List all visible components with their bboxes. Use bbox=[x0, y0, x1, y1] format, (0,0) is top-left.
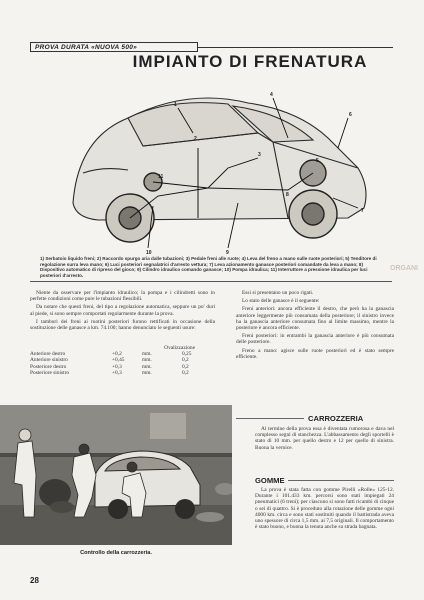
paragraph: Freni posteriori: in entrambi la ganascia anteriore è più consumata delle posteriore. bbox=[236, 333, 394, 346]
row-unit: mm. bbox=[142, 369, 152, 376]
paragraph: I tamburi dei freni ai ruotini posteriori furono rettificati in occasione della sostituzione delle ganasce a km. 74.100; hanno denunciato le seguenti usure: bbox=[30, 318, 215, 332]
row-unit: mm. bbox=[142, 351, 152, 358]
divider bbox=[30, 281, 392, 282]
gomme-text bbox=[255, 487, 394, 530]
row-label: Posteriore destro bbox=[30, 363, 67, 370]
photo-caption: Controllo della carrozzeria. bbox=[80, 550, 152, 556]
wear-table-header: Ovalizzazione bbox=[164, 345, 195, 351]
paragraph: Freno a mano: agisce sulle ruote posteriori ed è stato sempre efficiente. bbox=[236, 347, 394, 360]
svg-text:11: 11 bbox=[158, 174, 164, 180]
row-amount: +0,45 bbox=[112, 357, 125, 364]
row-amount: +0,2 bbox=[112, 351, 122, 358]
section-heading-gomme: GOMME bbox=[255, 476, 285, 485]
bodywork-inspection-photo bbox=[0, 405, 232, 545]
svg-text:8: 8 bbox=[286, 192, 289, 198]
svg-text:3: 3 bbox=[258, 152, 261, 158]
svg-text:10: 10 bbox=[146, 250, 152, 256]
heading-rule bbox=[236, 418, 304, 419]
table-row bbox=[30, 370, 215, 376]
wear-table bbox=[30, 345, 215, 376]
diagram-caption: 1) Serbatoio liquido freni; 2) Raccordo spurgo aria dalle tubazioni; 3) Pedale freni alle ruote; 4) Leva del freno a mano sulle ruote posteriori; 5) Tenditore di regolazione surra leva mano; 6) Luci posteriori segnalatrici d'arresto vettura; 7) Leva azionamento ganasce posteriori comandate da leva a mano; 8) Dispositivo automatico di ripreso del gioco; 9) Cilindro idraulico comando ganasce; 10) Pompa idraulica; 11) Interruttore a pressione idraulica per luci posteriori d'arresto. bbox=[40, 256, 377, 278]
paragraph: La prova è stata fatta con gomme Pirelli «Rolle» 125-12. Durante i 101.433 km. percorsi sono stati impiegati 24 pneumatici (6 treni); per ciascuno si sono fatti ricambi di cinque o sei di quattro. Si è proceduto alla rotazione delle gomme ogni 4000 km. circa e sono stati sostituiti quando il battistrada aveva uno spessore di circa 1,5 mm. ai 7,5 originali. Il comportamento è stato buono, e buona la tenuta anche su strada bagnata. bbox=[255, 487, 394, 531]
row-oval: 0,25 bbox=[182, 351, 192, 358]
car-brake-diagram bbox=[58, 78, 378, 256]
svg-text:7: 7 bbox=[361, 208, 364, 214]
section-tag: PROVA DURATA «NUOVA 500» bbox=[30, 42, 198, 52]
page-title: IMPIANTO DI FRENATURA bbox=[132, 52, 368, 71]
paragraph: Niente da osservare per l'impianto idraulico; la pompa e i cilindretti sono in perfette condizioni come pure le tubazioni flessibili. bbox=[30, 290, 215, 303]
bleed-through-text: ORGANI bbox=[390, 265, 418, 272]
row-label: Posteriore sinistro bbox=[30, 369, 70, 376]
row-label: Anteriore destro bbox=[30, 351, 66, 358]
section-heading-carrozzeria: CARROZZERIA bbox=[308, 414, 364, 423]
row-unit: mm. bbox=[142, 357, 152, 364]
row-unit: mm. bbox=[142, 363, 152, 370]
paragraph: Al termine della prova essa è diventata rumorosa e dava nel complesso segni di stanchezza. L'abbassamento degli sportelli è stato di 10 mm. per quello destro e 12 per quello di sinistra. Buona la vernice. bbox=[255, 426, 394, 451]
right-column bbox=[236, 290, 394, 362]
svg-text:4: 4 bbox=[270, 92, 273, 98]
svg-text:2: 2 bbox=[194, 136, 197, 142]
row-oval: 0,2 bbox=[182, 357, 189, 364]
header-rule bbox=[198, 47, 393, 48]
paragraph: Da notare che questi freni, del tipo a regolazione automatica, seppure un po' duri al piede, si sono sempre comportati regolarmente durante la prova. bbox=[30, 304, 215, 317]
page-number: 28 bbox=[30, 576, 39, 585]
svg-text:6: 6 bbox=[349, 112, 352, 118]
svg-text:1: 1 bbox=[174, 102, 177, 108]
heading-rule bbox=[288, 480, 394, 481]
row-label: Anteriore sinistro bbox=[30, 357, 68, 364]
row-amount: +0,3 bbox=[112, 363, 122, 370]
svg-text:9: 9 bbox=[226, 250, 229, 256]
left-column bbox=[30, 290, 215, 333]
svg-text:5: 5 bbox=[316, 158, 319, 164]
paragraph: Lo stato delle ganasce è il seguente: bbox=[242, 298, 320, 305]
row-oval: 0,2 bbox=[182, 369, 189, 376]
carrozzeria-text bbox=[255, 426, 394, 451]
paragraph: Essi si presentano un poco rigati. bbox=[242, 290, 314, 296]
row-oval: 0,2 bbox=[182, 363, 189, 370]
row-amount: +0,3 bbox=[112, 369, 122, 376]
paragraph: Freni anteriori: ancora efficiente il destro, che però ha la ganascia anteriore leggermente più consumata della posteriore; il sinistro invece ha la ganascia anteriore consumata fino al limite massimo, mentre la posteriore è ancora efficiente. bbox=[236, 306, 394, 332]
